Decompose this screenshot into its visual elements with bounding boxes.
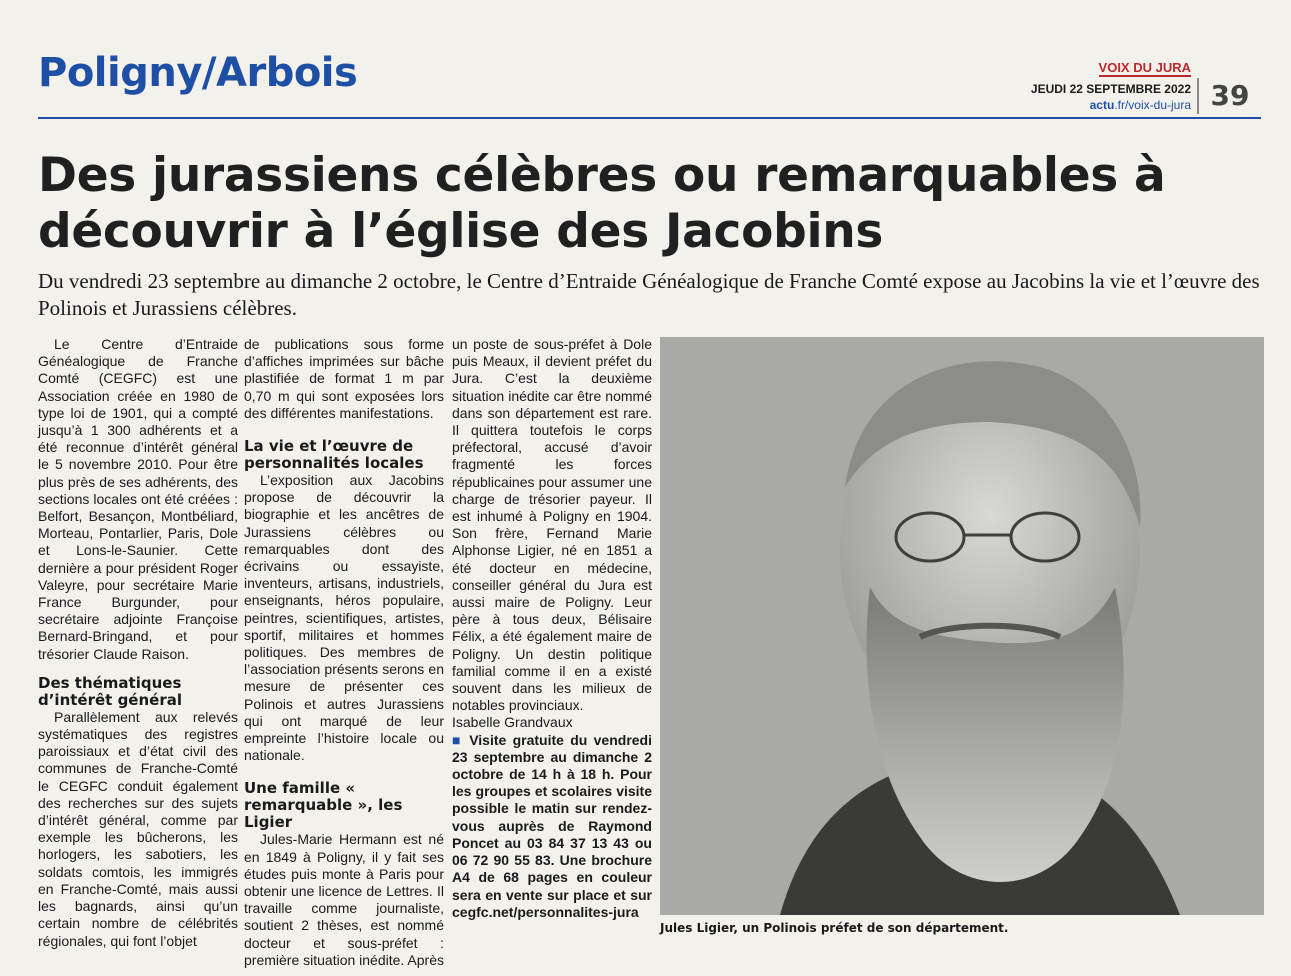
page-number: 39 (1197, 78, 1261, 114)
photo-caption: Jules Ligier, un Polinois préfet de son département. (660, 921, 1009, 935)
paragraph: de publications sous forme d’affiches imprimées sur bâche plastifiée de format 1 m par 0,70 m qui sont exposées lors des différentes manifestations. (244, 336, 444, 421)
article-headline (38, 148, 1258, 260)
column-2 (244, 336, 444, 969)
subheading-vie: La vie et l’œuvre de personnalités locales (244, 437, 424, 473)
column-1 (38, 336, 238, 950)
subheading-interet: Des thématiques d’intérêt général (38, 673, 182, 709)
paragraph: Parallèlement aux relevés systématiques des registres paroissiaux et d’état civil des communes de Franche-Comté le CEGFC conduit également des recherches sur des sujets d’intérêt général, comme par exemple les bûcherons, les horlogers, les sabotiers, les soldats comtois, les immigrés en Franche-Comté, mais aussi les bagnards, ainsi qu’un certain nombre de célébrités régionales, qui font l’objet (38, 708, 238, 949)
url-path: .fr/voix-du-jura (1114, 98, 1191, 112)
website-link[interactable] (1090, 98, 1191, 112)
subheading-famille: Une famille « remarquable », les Ligier (244, 779, 403, 832)
column-3 (452, 336, 652, 921)
portrait-illustration (660, 337, 1264, 915)
portrait-photo (660, 337, 1264, 915)
masthead-info (1030, 56, 1261, 116)
author-signature: Isabelle Grandvaux (452, 714, 573, 731)
headline-line-2: découvrir à l’église des Jacobins (38, 204, 884, 259)
practical-info-text: Visite gratuite du vendredi 23 septembre au dimanche 2 octobre de 14 h à 18 h. Pour les groupes et scolaires visite possible le matin sur rendez-vous auprès de Raymond Poncet au 03 84 37 13 43 ou 06 72 90 55 83. Une brochure A4 de 68 pages en couleur sera en vente sur place et sur cegfc.net/personnalites-jura (452, 731, 652, 920)
issue-date: JEUDI 22 SEPTEMBRE 2022 (1030, 82, 1191, 96)
article-lead: Du vendredi 23 septembre au dimanche 2 octobre, le Centre d’Entraide Généalogique de Franche Comté expose au Jacobins la vie et l’œuvre des Polinois et Jurassiens célèbres. (38, 269, 1260, 320)
paragraph: un poste de sous-préfet à Dole puis Meaux, il devient préfet du Jura. C’est la deuxième situation inédite car être nommé dans son département est rare. Il quittera toutefois le corps préfectoral, accusé d’avoir fragmenté les forces républicaines pour assumer une charge de trésorier payeur. Il est inhumé à Poligny en 1904. Son frère, Fernand Marie Alphonse Ligier, né en 1851 a été docteur en médecine, conseiller général du Jura est aussi maire de Poligny. Leur père à tous deux, Bélisaire Félix, a été également maire de Poligny. Un destin politique familial comme il en a existé souvent dans les milieux de notables provinciaux. (452, 336, 652, 714)
practical-info (452, 732, 652, 921)
newspaper-logo: VOIX DU JURA (1098, 60, 1191, 75)
url-domain: actu (1089, 98, 1115, 112)
paragraph: L’exposition aux Jacobins propose de découvrir la biographie et les ancêtres de Jurassiens célèbres ou remarquables dont des écrivains ou essayiste, inventeurs, artisans, industriels, enseignants, héros populaire, peintres, scientifiques, artistes, sportif, militaires et hommes politiques. Des membres de l’association présents serons en mesure de présenter ces Polinois et autres Jurassiens qui ont marqué de leur empreinte l’histoire locale ou nationale. (244, 472, 444, 764)
paragraph: Le Centre d’Entraide Généalogique de Franche Comté (CEGFC) est une Association créée en 1980 de type loi de 1901, qui a compté jusqu’à 1 300 adhérents et a été reconnue d’intérêt général le 5 novembre 2010. Pour être plus près de ses adhérents, des sections locales ont été créées : Belfort, Besançon, Montbéliard, Morteau, Pontarlier, Paris, Dole et Lons-le-Saunier. Cette dernière a pour président Roger Valeyre, pour secrétaire Marie France Burgunder, pour secrétaire adjointe Françoise Bernard-Bringand, et pour trésorier Claude Raison. (38, 336, 238, 662)
square-bullet-icon: ■ (452, 731, 463, 748)
section-title: Poligny/Arbois (38, 50, 358, 96)
paragraph: Jules-Marie Hermann est né en 1849 à Poligny, il y fait ses études puis monte à Paris pour obtenir une licence de Lettres. Il travaille comme journaliste, soutient 2 thèses, est nommé docteur et sous-préfet : première situation inédite. Après (244, 831, 444, 968)
headline-line-1: Des jurassiens célèbres ou remarquables à (38, 148, 1166, 203)
section-rule (38, 117, 1261, 119)
